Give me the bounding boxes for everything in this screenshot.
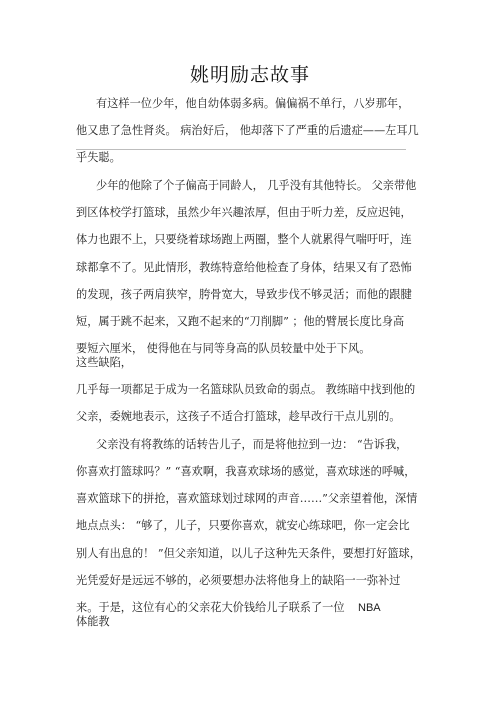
text-line: 喜欢篮球下的拼抢，喜欢篮球划过球网的声音……”父亲望着他，深情	[76, 492, 418, 505]
text-line: 别人有出息的！ ”但父亲知道，以儿子这种先天条件，要想打好篮球，	[76, 547, 421, 560]
text-line: 乎失聪。	[76, 151, 121, 164]
text-line: 体能教	[76, 615, 110, 628]
document-title: 姚明励志故事	[189, 64, 310, 86]
text-line: 有这样一位少年，他自幼体弱多病。偏偏祸不单行，八岁那年，	[96, 97, 410, 110]
text-line: 要短六厘米， 使得他在与同等身高的队员较量中处于下风。	[76, 342, 371, 355]
text-line: 光凭爱好是远远不够的，必须要想办法将他身上的缺陷一一弥补过	[76, 574, 401, 587]
text-line: 这些缺陷，	[76, 356, 132, 369]
text-line: 你喜欢打篮球吗？” “喜欢啊，我喜欢球场的感觉，喜欢球迷的呼喊，	[76, 465, 416, 478]
text-line: 父亲，委婉地表示，这孩子不适合打篮球，趁早改行干点儿别的。	[76, 410, 401, 423]
text-line: 少年的他除了个子偏高于同龄人， 几乎没有其他特长。 父亲带他	[96, 179, 417, 192]
text-line: 球都拿不了。见此情形，教练特意给他检查了身体，结果又有了恐怖	[76, 261, 412, 274]
text-line: 体力也跟不上，只要绕着球场跑上两圈，整个人就累得气喘吁吁，连	[76, 233, 412, 246]
text-line: 地点点头： “够了，儿子，只要你喜欢，就安心练球吧，你一定会比	[76, 519, 410, 532]
horizontal-divider	[76, 149, 406, 150]
text-line: 几乎每一项都足于成为一名篮球队员致命的弱点。 教练暗中找到他的	[76, 383, 416, 396]
text-line: 到区体校学打篮球，虽然少年兴趣浓厚，但由于听力差，反应迟钝，	[76, 206, 412, 219]
text-line-latin: NBA	[358, 602, 381, 614]
text-line: 他又患了急性肾炎。 病治好后， 他却落下了严重的后遗症——左耳几	[76, 124, 419, 137]
text-line: 来。于是，这位有心的父亲花大价钱给儿子联系了一位	[76, 601, 345, 614]
text-line: 父亲没有将教练的话转告儿子，而是将他拉到一边： “告诉我，	[96, 438, 408, 451]
text-line: 短，属于跳不起来，又跑不起来的“刀削脚” ；他的臂展长度比身高	[76, 315, 405, 328]
text-line: 的发现，孩子两肩狭窄，胯骨宽大，导致步伐不够灵活；而他的跟腱	[76, 288, 412, 301]
